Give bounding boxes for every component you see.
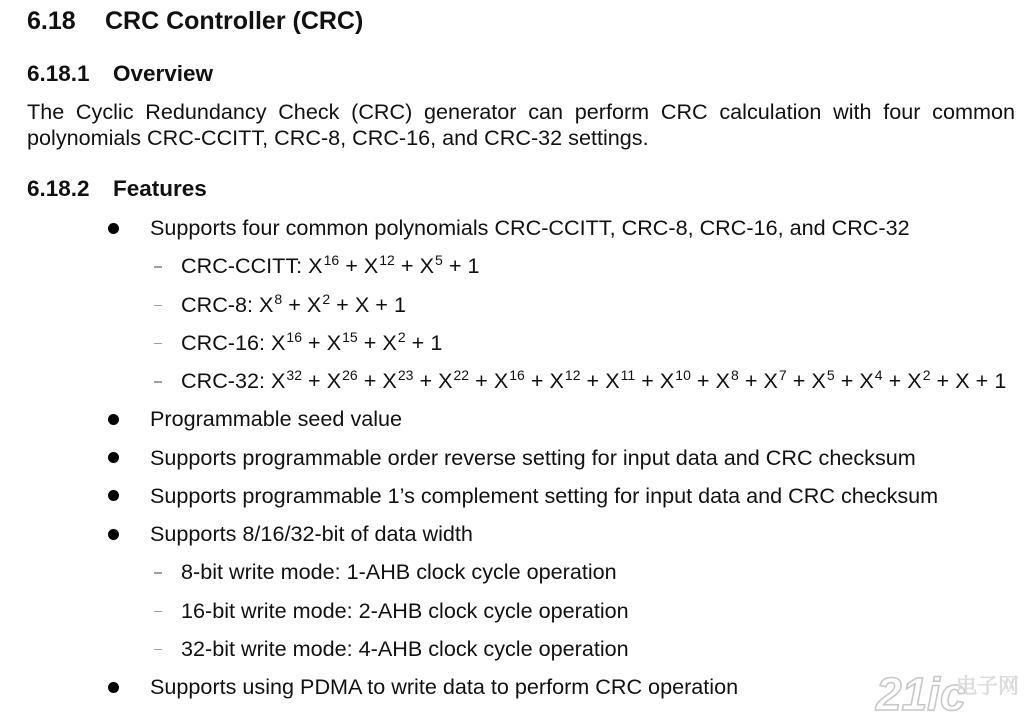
polynomial-formula <box>308 253 479 278</box>
plus-sign: + <box>363 329 377 355</box>
polynomial-term <box>859 368 882 393</box>
polynomial-label: CRC-16: <box>181 329 265 355</box>
feature-item <box>0 209 1032 247</box>
polynomial-term <box>660 368 691 393</box>
term-base: X <box>715 368 730 393</box>
polynomial-term <box>494 368 525 393</box>
feature-item <box>0 439 1032 477</box>
polynomial-term <box>907 368 930 393</box>
plus-sign: + <box>308 368 321 393</box>
feature-subitem <box>0 362 1032 400</box>
term-exponent: 12 <box>379 252 395 269</box>
polynomial-term <box>994 368 1006 393</box>
overview-title: Overview <box>113 61 214 86</box>
polynomial-term <box>382 330 405 355</box>
feature-item <box>0 668 1032 706</box>
feature-subtext: 8-bit write mode: 1-AHB clock cycle operation <box>181 559 617 585</box>
polynomial-label: CRC-32: <box>181 368 265 393</box>
term-exponent: 7 <box>778 367 787 383</box>
feature-subitem <box>0 324 1032 362</box>
features-heading <box>27 175 207 203</box>
term-base: X <box>363 253 379 279</box>
polynomial-term <box>438 368 469 393</box>
polynomial-term <box>308 253 339 278</box>
term-base: X <box>605 368 620 393</box>
term-base: X <box>493 368 509 393</box>
term-base: 1 <box>994 368 1007 393</box>
polynomial-term <box>811 368 834 393</box>
term-base: X <box>308 253 323 279</box>
term-base: X <box>306 291 322 317</box>
polynomial-term <box>307 292 330 317</box>
plus-sign: + <box>336 291 349 317</box>
term-base: X <box>659 368 675 393</box>
term-exponent: 26 <box>342 367 358 383</box>
polynomial-term <box>259 292 282 317</box>
term-base: X <box>438 368 453 393</box>
term-base: X <box>859 368 874 393</box>
plus-sign: + <box>840 368 854 393</box>
feature-list <box>0 209 1032 706</box>
polynomial-term <box>605 368 635 393</box>
term-exponent: 5 <box>826 367 835 383</box>
feature-text: Supports four common polynomials CRC-CCITT, CRC-8, CRC-16, and CRC-32 <box>150 215 910 240</box>
term-base: 1 <box>430 329 443 355</box>
term-base: X <box>354 291 370 317</box>
plus-sign: + <box>744 368 758 393</box>
polynomial-formula <box>259 292 406 317</box>
plus-sign: + <box>308 329 321 355</box>
plus-sign: + <box>448 253 462 279</box>
feature-text: Supports programmable order reverse setting for input data and CRC checksum <box>150 444 916 470</box>
plus-sign: + <box>363 368 377 393</box>
term-exponent: 2 <box>322 290 331 307</box>
term-exponent: 23 <box>397 367 414 383</box>
term-base: X <box>763 368 778 393</box>
overview-heading <box>27 60 213 88</box>
term-exponent: 15 <box>342 328 358 345</box>
term-exponent: 11 <box>620 367 636 383</box>
polynomial-term <box>327 368 358 393</box>
polynomial-term <box>467 253 479 278</box>
polynomial-term <box>716 368 739 393</box>
term-base: 1 <box>467 253 480 279</box>
polynomial-term <box>430 330 442 355</box>
plus-sign: + <box>936 368 950 393</box>
term-base: X <box>326 329 342 355</box>
term-base: X <box>419 253 434 279</box>
term-exponent: 8 <box>274 290 283 307</box>
polynomial-term <box>764 368 787 393</box>
polynomial-term <box>327 330 358 355</box>
term-base: 1 <box>393 291 406 317</box>
polynomial-term <box>355 292 369 317</box>
plus-sign: + <box>530 368 544 393</box>
term-base: X <box>811 368 826 393</box>
plus-sign: + <box>375 291 388 317</box>
plus-sign: + <box>888 368 902 393</box>
plus-sign: + <box>475 368 488 393</box>
feature-item <box>0 400 1032 438</box>
plus-sign: + <box>400 253 414 279</box>
term-exponent: 8 <box>731 367 739 383</box>
term-exponent: 16 <box>323 252 340 269</box>
polynomial-term <box>271 368 302 393</box>
plus-sign: + <box>792 368 806 393</box>
term-exponent: 2 <box>922 367 931 383</box>
feature-subitem <box>0 592 1032 630</box>
plus-sign: + <box>975 368 989 393</box>
feature-item <box>0 477 1032 515</box>
plus-sign: + <box>419 368 433 393</box>
features-title: Features <box>113 176 207 201</box>
overview-number: 6.18.1 <box>27 61 90 86</box>
term-base: X <box>955 368 970 393</box>
term-exponent: 16 <box>509 367 525 383</box>
term-exponent: 2 <box>397 328 406 345</box>
feature-subitem <box>0 247 1032 285</box>
feature-subtext: 32-bit write mode: 4-AHB clock cycle operation <box>181 635 629 661</box>
term-exponent: 32 <box>286 367 302 383</box>
feature-subitem <box>0 630 1032 668</box>
features-number: 6.18.2 <box>27 176 90 201</box>
polynomial-term <box>394 292 406 317</box>
feature-item <box>0 515 1032 553</box>
plus-sign: + <box>345 253 358 279</box>
term-exponent: 5 <box>434 252 443 269</box>
term-exponent: 4 <box>874 367 883 383</box>
polynomial-label: CRC-8: <box>181 291 253 317</box>
polynomial-term <box>955 368 969 393</box>
watermark-logo-text: 21ic <box>876 668 966 718</box>
feature-subtext: 16-bit write mode: 2-AHB clock cycle operation <box>181 597 629 623</box>
feature-text: Supports 8/16/32-bit of data width <box>150 521 473 546</box>
term-base: X <box>271 329 286 355</box>
overview-paragraph: The Cyclic Redundancy Check (CRC) generator can perform CRC calculation with four common polynomials CRC-CCITT, CRC-8, CRC-16, and CRC-32 settings. <box>27 99 1015 150</box>
plus-sign: + <box>586 368 600 393</box>
polynomial-term <box>550 368 581 393</box>
section-heading <box>27 5 363 37</box>
polynomial-label: CRC-CCITT: <box>181 253 303 279</box>
term-base: X <box>271 368 286 393</box>
polynomial-term <box>271 330 302 355</box>
plus-sign: + <box>641 368 654 393</box>
term-base: X <box>907 368 922 393</box>
term-base: X <box>258 291 274 317</box>
plus-sign: + <box>411 329 425 355</box>
polynomial-term <box>382 368 413 393</box>
section-title: CRC Controller (CRC) <box>105 7 364 35</box>
term-base: X <box>549 368 564 393</box>
plus-sign: + <box>696 368 710 393</box>
feature-subitem <box>0 286 1032 324</box>
term-base: X <box>326 368 342 393</box>
polynomial-term <box>364 253 395 278</box>
feature-subitem <box>0 553 1032 591</box>
polynomial-formula <box>271 330 442 355</box>
feature-text: Supports using PDMA to write data to perform CRC operation <box>150 674 739 699</box>
plus-sign: + <box>288 291 301 317</box>
watermark-tagline: 电子网 <box>956 675 1019 698</box>
feature-text: Supports programmable 1’s complement setting for input data and CRC checksum <box>150 482 939 508</box>
polynomial-formula <box>271 368 1006 393</box>
feature-text: Programmable seed value <box>150 406 403 432</box>
term-base: X <box>382 329 397 355</box>
polynomial-term <box>420 253 443 278</box>
term-base: X <box>382 368 397 393</box>
section-number: 6.18 <box>27 7 76 35</box>
term-exponent: 12 <box>564 367 581 383</box>
term-exponent: 22 <box>453 367 470 383</box>
term-exponent: 10 <box>675 367 691 383</box>
term-exponent: 16 <box>286 328 302 345</box>
